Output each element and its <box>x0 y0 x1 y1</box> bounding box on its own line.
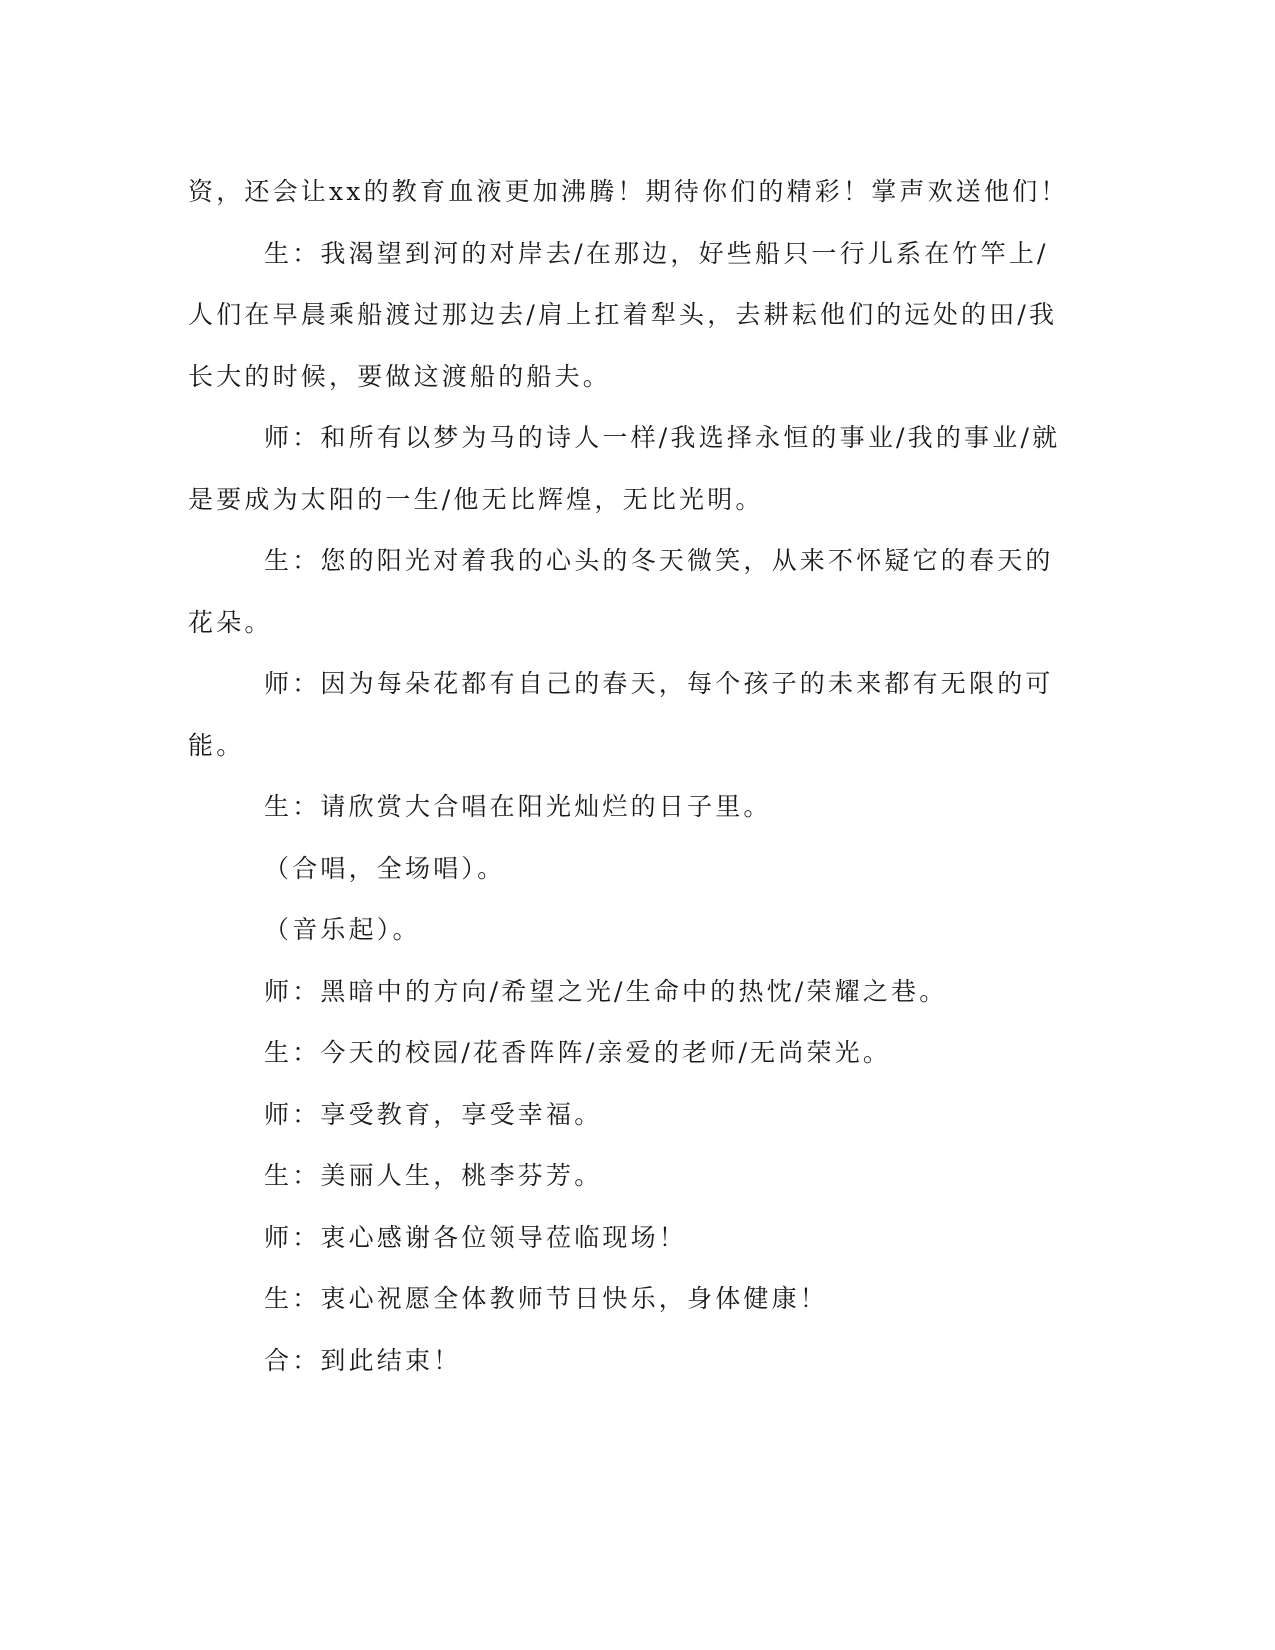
stage-direction-music: （音乐起）。 <box>264 915 421 944</box>
paragraph-student-chorus: 生：请欣赏大合唱在阳光灿烂的日子里。 <box>264 792 772 821</box>
paragraph-student-life: 生：美丽人生，桃李芬芳。 <box>264 1161 603 1190</box>
paragraph-teacher-education: 师：享受教育，享受幸福。 <box>264 1099 603 1129</box>
paragraph-student-wishes: 生：衷心祝愿全体教师节日快乐，身体健康！ <box>264 1284 829 1313</box>
paragraph-teacher-thanks: 师：衷心感谢各位领导莅临现场！ <box>264 1222 688 1252</box>
paragraph-teacher-direction: 师：黑暗中的方向/希望之光/生命中的热忱/荣耀之巷。 <box>264 976 948 1006</box>
paragraph-continuation: 资，还会让xx的教育血液更加沸腾！期待你们的精彩！掌声欢送他们！ <box>188 177 1069 206</box>
paragraph-student-ferry: 生：我渴望到河的对岸去/在那边，好些船只一行儿系在竹竿上/人们在早晨乘船渡过那边去/肩上扛着犁头，去耕耘他们的远处的田/我长大的时候，要做这渡船的船夫。 <box>188 238 1058 391</box>
paragraph-teacher-sun: 师：和所有以梦为马的诗人一样/我选择永恒的事业/我的事业/就是要成为太阳的一生/他无比辉煌，无比光明。 <box>188 423 1061 514</box>
paragraph-student-sunshine: 生：您的阳光对着我的心头的冬天微笑，从来不怀疑它的春天的花朵。 <box>188 546 1054 637</box>
paragraph-closing: 合：到此结束！ <box>264 1345 462 1375</box>
script-text-body <box>188 161 1070 1391</box>
stage-direction-chorus: （合唱，全场唱）。 <box>264 853 506 883</box>
paragraph-student-campus: 生：今天的校园/花香阵阵/亲爱的老师/无尚荣光。 <box>264 1038 892 1067</box>
paragraph-teacher-flowers: 师：因为每朵花都有自己的春天，每个孩子的未来都有无限的可能。 <box>188 669 1054 760</box>
